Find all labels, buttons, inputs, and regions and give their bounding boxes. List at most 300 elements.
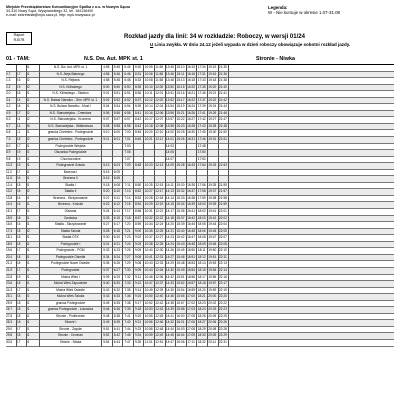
zone-code-cell: 01 [26, 71, 30, 76]
departure-time-cell: 15:33 [176, 195, 185, 200]
stop-name-cell: Podegrodzie - PGM [56, 248, 85, 253]
departure-time-cell: 8:39 [134, 104, 142, 109]
departure-time-cell: 8:43 [134, 123, 142, 128]
stop-name-cell: granica Chełmiec - Podegrodzie [47, 130, 94, 135]
departure-time-cell: 13:50 [165, 84, 174, 89]
departure-time-cell: 19:21 [208, 91, 217, 96]
page-title: Rozkład jazdy dla linii: 34 w rozkładzie: Roboczy, w wersji 01/24 [124, 34, 305, 40]
departure-time-cell: 12:42 [155, 300, 164, 305]
km-cell: 12.4 [6, 182, 13, 187]
distance-cell: 0.5 [16, 137, 21, 142]
departure-time-cell: 18:30 [197, 333, 206, 338]
departure-time-cell: 12:51 [155, 339, 164, 344]
departure-time-cell: 4:55 [103, 65, 110, 69]
report-code: RJ07B [13, 37, 25, 42]
departure-time-cell: 5:40 [103, 281, 110, 286]
departure-time-cell: 18:29 [197, 326, 206, 331]
departure-time-cell: 10:05 [144, 65, 153, 69]
distance-cell: 0.8 [16, 281, 21, 286]
departure-time-cell: 22:23 [218, 307, 227, 312]
departure-time-cell: 7:09 [124, 163, 131, 168]
departure-time-cell: 12:07 [155, 117, 164, 122]
departure-time-cell: 15:42 [176, 235, 185, 240]
departure-time-cell: 14:07 [165, 156, 174, 161]
zone-code-cell: 01 [26, 235, 30, 240]
departure-time-cell: 5:07 [103, 117, 110, 122]
departure-time-cell: 21:38 [218, 78, 227, 83]
departure-time-cell: 19:27 [208, 117, 217, 122]
departure-time-cell: 19:54 [208, 267, 217, 272]
departure-time-cell: 10:49 [144, 287, 153, 292]
departure-time-cell: 10:52 [144, 300, 153, 305]
zone-code-cell: 01 [26, 248, 30, 253]
departure-time-cell: 5:18 [103, 182, 110, 187]
departure-time-cell: 18:27 [197, 320, 206, 325]
report-label: Raport [13, 33, 25, 37]
km-cell: 23.6 [6, 281, 13, 286]
departure-time-cell [143, 144, 154, 150]
zone-code-cell: 01 [26, 307, 30, 312]
departure-time-cell: 19:30 [208, 130, 217, 135]
departure-time-cell: 21:59 [218, 202, 227, 207]
km-cell: 5.3 [6, 117, 11, 122]
zone-code-cell: 01 [26, 274, 30, 279]
departure-time-cell: 5:10 [103, 130, 110, 135]
departure-time-cell: 9:03 [134, 241, 142, 246]
departure-time-cell: 19:39 [208, 202, 217, 207]
stop-name-cell: Olszana [64, 209, 77, 214]
departure-time-cell: 5:57 [113, 117, 120, 122]
grid-line [112, 65, 113, 347]
departure-time-cell: 5:48 [103, 313, 110, 318]
departure-time-cell: 8:30 [134, 65, 142, 69]
departure-time-cell: 15:17 [176, 97, 185, 102]
departure-time-cell [154, 144, 165, 150]
departure-time-cell: 14:30 [165, 267, 174, 272]
departure-time-cell: 6:17 [113, 222, 120, 227]
departure-time-cell: 10:59 [144, 333, 153, 338]
departure-time-cell: 18:23 [197, 300, 206, 305]
departure-time-cell: 20:03 [208, 307, 217, 312]
departure-time-cell: 16:42 [187, 215, 196, 220]
departure-time-cell: 6:12 [113, 202, 120, 207]
zone-code-cell: 01 [26, 169, 30, 174]
departure-time-cell: 7:05 [124, 150, 131, 155]
departure-time-cell: 10:17 [144, 117, 153, 122]
departure-time-cell: 7:30 [124, 267, 131, 272]
departure-time-cell: 7:32 [124, 274, 131, 279]
zone-code-cell: 01 [26, 163, 30, 168]
departure-time-cell: 19:50 [208, 248, 217, 253]
departure-time-cell: 6:06 [113, 176, 120, 181]
grid-line [186, 65, 187, 347]
departure-time-cell: 4:56 [103, 71, 110, 76]
departure-time-cell: 9:12 [134, 281, 142, 286]
departure-time-cell: 17:33 [197, 78, 206, 83]
departure-time-cell: 18:26 [197, 313, 206, 318]
departure-time-cell: 16:28 [187, 123, 196, 128]
departure-time-cell: 7:23 [124, 235, 131, 240]
departure-time-cell: 5:02 [103, 97, 110, 102]
distance-cell: 0.4 [16, 123, 21, 128]
departure-time-cell: 16:35 [187, 182, 196, 187]
departure-time-cell [133, 150, 144, 156]
departure-time-cell [218, 176, 229, 182]
km-cell: 4.2 [6, 104, 11, 109]
grid-line [218, 65, 219, 347]
departure-time-cell: 19:26 [208, 110, 217, 115]
departure-time-cell: 8:46 [134, 137, 142, 142]
departure-time-cell: 21:40 [218, 84, 227, 89]
departure-time-cell: 13:48 [165, 78, 174, 83]
departure-time-cell [175, 176, 186, 182]
departure-time-cell [175, 170, 186, 176]
departure-time-cell: 9:09 [134, 267, 142, 272]
km-cell: 15.9 [6, 215, 13, 220]
departure-time-cell: 6:23 [113, 248, 120, 253]
departure-time-cell: 10:28 [144, 195, 153, 200]
departure-time-cell [122, 170, 133, 176]
company-info [6, 5, 130, 18]
departure-time-cell: 12:28 [155, 241, 164, 246]
departure-time-cell: 8:35 [134, 84, 142, 89]
departure-time-cell: 22:02 [218, 215, 227, 220]
departure-time-cell: 6:11 [113, 195, 120, 200]
departure-time-cell: 21:42 [218, 97, 227, 102]
departure-time-cell: 7:18 [124, 215, 131, 220]
departure-time-cell: 8:59 [134, 222, 142, 227]
departure-time-cell: 19:20 [208, 84, 217, 89]
zone-code-cell: 01 [26, 156, 30, 161]
stop-name-cell: Stadła - Skrzyżowanie [54, 222, 87, 227]
departure-time-cell: 10:32 [144, 215, 153, 220]
departure-time-cell: 16:30 [187, 130, 196, 135]
departure-time-cell: 6:50 [124, 84, 131, 89]
departure-time-cell: 5:22 [103, 202, 110, 207]
departure-time-cell: 17:41 [197, 110, 206, 115]
departure-time-cell: 7:01 [124, 137, 131, 142]
departure-time-cell: 10:27 [144, 189, 153, 194]
departure-time-cell: 10:11 [144, 91, 153, 96]
distance-cell: 0.6 [16, 222, 21, 227]
stop-name-cell: Mokra Wieś Osiedle [56, 287, 85, 292]
departure-time-cell: 6:41 [113, 326, 120, 331]
departure-time-cell: 21:58 [218, 195, 227, 200]
departure-time-cell: 19:57 [208, 281, 217, 286]
stop-name-cell: N.S. Dw. Aut. MPK st. 1 [53, 65, 88, 69]
departure-time-cell: 7:17 [124, 209, 131, 214]
departure-time-cell: 5:54 [113, 104, 120, 109]
km-cell: 25.1 [6, 294, 13, 299]
departure-time-cell: 5:30 [103, 235, 110, 240]
km-cell: 6.8 [6, 130, 11, 135]
departure-time-cell: 15:49 [176, 267, 185, 272]
departure-time-cell: 22:01 [218, 209, 227, 214]
departure-time-cell: 19:56 [208, 274, 217, 279]
departure-time-cell: 7:44 [124, 326, 131, 331]
departure-time-cell: 6:10 [113, 189, 120, 194]
departure-time-cell [133, 157, 144, 163]
departure-time-cell: 22:19 [218, 287, 227, 292]
route-header [6, 53, 394, 65]
departure-time-cell: 12:30 [155, 248, 164, 253]
departure-time-cell: 14:00 [165, 130, 174, 135]
zone-code-cell: 02 [26, 78, 30, 83]
distance-cell: 0.9 [16, 156, 21, 161]
departure-time-cell: 17:09 [187, 333, 196, 338]
departure-time-cell [143, 170, 154, 176]
stop-name-cell: Olszanka Podegrodzie [54, 150, 87, 155]
departure-time-cell: 21:55 [218, 182, 227, 187]
departure-time-cell: 19:31 [208, 137, 217, 142]
grid-line [16, 65, 17, 347]
km-cell: 26.7 [6, 307, 13, 312]
departure-time-cell: 19:51 [208, 254, 217, 259]
departure-time-cell: 5:13 [103, 163, 110, 168]
departure-time-cell: 14:33 [165, 281, 174, 286]
departure-time-cell: 6:52 [124, 97, 131, 102]
stop-name-cell: Brzezna - Skrzyżowanie [53, 195, 88, 200]
departure-time-cell: 12:08 [155, 123, 164, 128]
departure-time-cell: 17:43 [197, 123, 206, 128]
departure-time-cell: 12:19 [155, 202, 164, 207]
departure-time-cell [196, 170, 207, 176]
departure-time-cell: 12:39 [155, 287, 164, 292]
departure-time-cell: 6:29 [113, 274, 120, 279]
departure-time-cell: 10:06 [144, 71, 153, 76]
departure-time-cell: 22:20 [218, 294, 227, 299]
departure-time-cell: 16:27 [187, 117, 196, 122]
departure-time-cell: 15:21 [176, 110, 185, 115]
departure-time-cell: 6:18 [113, 228, 120, 233]
departure-time-cell: 18:24 [197, 307, 206, 312]
departure-time-cell: 16:57 [187, 281, 196, 286]
grid-line [165, 65, 166, 347]
departure-time-cell: 13:51 [165, 91, 174, 96]
departure-time-cell: 8:54 [134, 202, 142, 207]
zone-code-cell: 01 [26, 182, 30, 187]
departure-time-cell: 9:11 [135, 274, 142, 279]
departure-time-cell: 6:42 [113, 333, 120, 338]
km-cell: 19.6 [6, 248, 13, 253]
departure-time-cell: 12:24 [155, 222, 164, 227]
company-contact: e-mail: sekretariat@mpk.sacz.pl, http: mpk.nowysacz.pl [6, 13, 95, 18]
departure-time-cell [143, 176, 154, 182]
zone-code-cell: 01 [26, 130, 30, 135]
departure-time-cell: 8:45 [134, 130, 142, 135]
departure-time-cell: 8:37 [134, 97, 142, 102]
distance-cell: 0.8 [16, 254, 21, 259]
departure-time-cell [143, 157, 154, 163]
departure-time-cell: 5:08 [103, 123, 110, 128]
departure-time-cell: 10:08 [144, 78, 153, 83]
departure-time-cell: 13:52 [165, 97, 174, 102]
zone-code-cell: 01 [26, 222, 30, 227]
departure-time-cell: 7:03 [124, 143, 131, 148]
legend [268, 5, 340, 15]
departure-time-cell: 22:26 [218, 320, 227, 325]
zone-code-cell: 02 [26, 137, 30, 142]
distance-cell: 0.7 [16, 326, 21, 331]
departure-time-cell: 18:17 [197, 274, 206, 279]
departure-time-cell: 16:38 [187, 195, 196, 200]
departure-time-cell: 10:31 [144, 209, 153, 214]
stop-name-cell: granica Podegrodzie [55, 300, 86, 305]
departure-time-cell: 15:22 [176, 117, 185, 122]
departure-time-cell [154, 150, 165, 156]
departure-time-cell: 5:52 [103, 333, 110, 338]
departure-time-cell: 12:04 [155, 104, 164, 109]
km-cell: 3.4 [6, 97, 11, 102]
grid-line [196, 65, 197, 347]
distance-cell: 0.8 [16, 300, 21, 305]
departure-time-cell: 5:54 [103, 339, 110, 344]
distance-cell [16, 65, 25, 71]
distance-cell: 0.6 [16, 78, 21, 83]
departure-time-cell: 18:09 [197, 241, 206, 246]
departure-time-cell: 10:44 [144, 267, 153, 272]
departure-time-cell: 5:51 [103, 326, 110, 331]
departure-time-cell: 16:15 [187, 65, 196, 69]
departure-time-cell [186, 150, 197, 156]
km-cell: 11.6 [6, 176, 12, 181]
departure-time-cell: 19:59 [208, 287, 217, 292]
route-origin: N.S. Dw. Aut. MPK st. 1 [84, 56, 143, 62]
departure-time-cell: 17:52 [197, 156, 206, 161]
km-cell: 16.5 [6, 222, 13, 227]
departure-time-cell: 5:34 [103, 254, 110, 259]
departure-time-cell: 16:37 [187, 189, 196, 194]
departure-time-cell: 10:43 [144, 261, 153, 266]
distance-cell: 0.7 [16, 287, 21, 292]
stop-name-cell: Chochorowice [60, 156, 81, 161]
departure-time-cell: 19:35 [208, 182, 217, 187]
stop-name-cell: granica Chełmiec - Podegrodzie [47, 137, 94, 142]
distance-cell: 0.8 [16, 241, 21, 246]
stop-name-cell: Podegrodzie [61, 267, 80, 272]
departure-time-cell: 12:45 [155, 313, 164, 318]
departure-time-cell: 6:24 [113, 254, 120, 259]
departure-time-cell: 19:37 [208, 189, 217, 194]
km-cell: 1.3 [6, 78, 11, 83]
zone-code-cell: 01 [26, 215, 30, 220]
departure-time-cell [165, 170, 176, 176]
departure-time-cell: 20:08 [208, 326, 217, 331]
departure-time-cell: 7:29 [124, 261, 131, 266]
departure-time-cell: 6:39 [113, 320, 120, 325]
departure-time-cell: 12:34 [155, 267, 164, 272]
departure-time-cell: 14:23 [165, 235, 174, 240]
grid-line [133, 65, 134, 347]
departure-time-cell: 11:55 [155, 65, 164, 69]
departure-time-cell: 6:51 [124, 91, 131, 96]
stop-name-cell: Brzezna - Kościół [58, 202, 83, 207]
departure-time-cell: 19:45 [208, 228, 217, 233]
departure-time-cell: 15:13 [176, 78, 185, 83]
zone-code-cell: 02 [26, 117, 30, 122]
grid-line [26, 65, 27, 347]
departure-time-cell: 15:54 [176, 287, 185, 292]
departure-time-cell: 15:26 [176, 137, 185, 142]
departure-time-cell: 16:48 [187, 241, 196, 246]
departure-time-cell [101, 157, 112, 163]
km-cell: 18.9 [6, 241, 13, 246]
departure-time-cell: 17:59 [197, 195, 206, 200]
zone-code-cell: 01 [26, 261, 30, 266]
departure-time-cell: 9:08 [134, 261, 142, 266]
zone-code-cell: 06 [26, 123, 30, 128]
departure-time-cell: 9:05 [134, 248, 142, 253]
stop-name-cell: N.S. Starowiejska - Witkiewicza [48, 123, 93, 128]
departure-time-cell: 10:47 [144, 281, 153, 286]
departure-time-cell: 18:18 [197, 281, 206, 286]
departure-time-cell: 22:07 [218, 235, 227, 240]
distance-cell: 0.6 [16, 195, 21, 200]
departure-time-cell: 17:37 [197, 97, 206, 102]
departure-time-cell: 14:36 [165, 294, 174, 299]
departure-time-cell: 9:21 [134, 320, 142, 325]
zone-code-cell: 01 [26, 333, 30, 338]
departure-time-cell [122, 176, 133, 182]
departure-time-cell: 6:48 [124, 78, 131, 83]
departure-time-cell: 8:52 [134, 189, 142, 194]
zone-code-cell: 01 [26, 281, 30, 286]
departure-time-cell: 6:27 [113, 267, 120, 272]
departure-time-cell: 6:32 [113, 287, 120, 292]
departure-time-cell: 16:33 [187, 163, 196, 168]
departure-time-cell: 16:31 [187, 137, 196, 142]
departure-time-cell: 15:51 [176, 274, 185, 279]
distance-cell: 0.8 [16, 261, 21, 266]
departure-time-cell: 14:42 [165, 320, 174, 325]
departure-time-cell: 10:16 [144, 110, 153, 115]
departure-time-cell: 14:32 [165, 274, 174, 279]
departure-time-cell [133, 176, 144, 182]
stop-name-cell: N.S. Bulwar Narwiku - Gen. MPK st. 1 [43, 97, 98, 102]
departure-time-cell: 10:46 [144, 274, 153, 279]
stop-name-cell: N.S. Starowiejska - Cmentarz [49, 110, 92, 115]
departure-time-cell: 18:32 [197, 339, 206, 344]
departure-time-cell: 15:30 [176, 182, 185, 187]
departure-time-cell: 7:41 [124, 313, 131, 318]
departure-time-cell: 7:00 [124, 130, 131, 135]
direction-label: 01 - TAM: [6, 56, 30, 62]
departure-time-cell: 7:13 [124, 189, 131, 194]
departure-time-cell: 8:48 [134, 163, 142, 168]
zone-code-cell: 01 [26, 313, 30, 318]
departure-time-cell: 12:17 [155, 189, 164, 194]
departure-time-cell: 12:37 [155, 281, 164, 286]
departure-time-cell: 12:31 [155, 254, 164, 259]
departure-time-cell: 8:50 [134, 182, 142, 187]
departure-time-cell: 10:37 [144, 235, 153, 240]
departure-time-cell: 10:25 [144, 182, 153, 187]
departure-time-cell: 15:32 [176, 189, 185, 194]
departure-time-cell: 5:33 [103, 248, 110, 253]
zone-code-cell: 01 [26, 104, 30, 109]
grid-line [207, 65, 208, 347]
departure-time-cell: 5:46 [103, 307, 110, 312]
km-cell: 8.9 [6, 150, 11, 155]
departure-time-cell: 17:31 [197, 71, 206, 76]
departure-time-cell: 16:54 [187, 267, 196, 272]
departure-time-cell: 19:44 [208, 222, 217, 227]
departure-time-cell: 22:13 [218, 261, 227, 266]
report-box [6, 32, 32, 45]
km-cell: 2.2 [6, 84, 11, 89]
departure-time-cell [175, 144, 186, 150]
departure-time-cell: 19:15 [208, 65, 217, 69]
